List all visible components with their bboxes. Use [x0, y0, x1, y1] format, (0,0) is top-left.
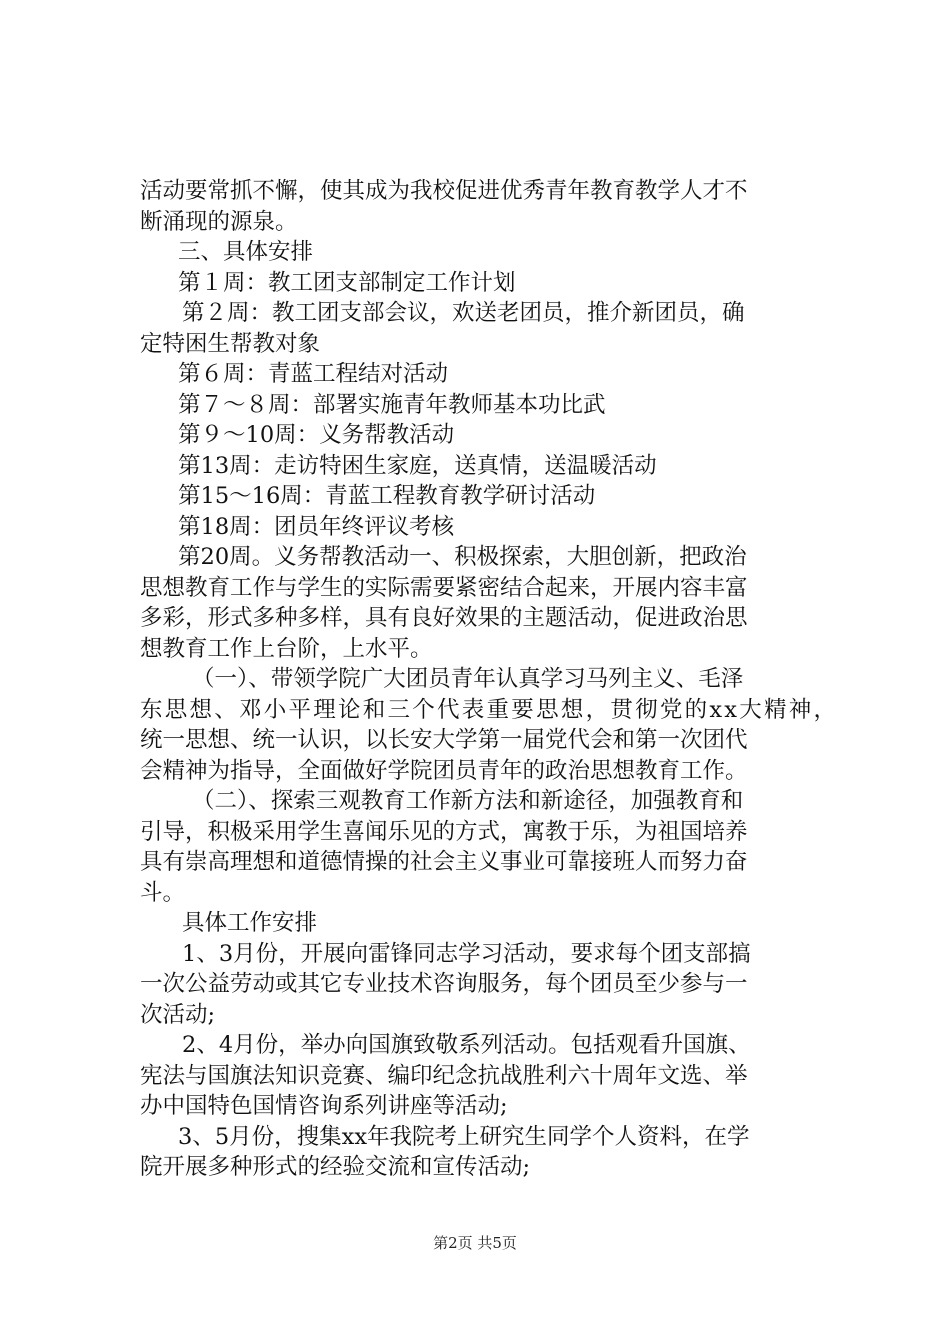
text-line: （二）、探索三观教育工作新方法和新途径，加强教育和	[192, 788, 744, 814]
text-line: 具体工作安排	[182, 910, 318, 936]
text-line: 2、4月份，举办向国旗致敬系列活动。包括观看升国旗、	[182, 1032, 751, 1058]
text-line: 第20周。义务帮教活动一、积极探索，大胆创新，把政治	[178, 544, 747, 570]
text-line: 定特困生帮教对象	[140, 330, 321, 357]
text-line: 院开展多种形式的经验交流和宣传活动;	[140, 1154, 531, 1180]
text-line: 第１周：教工团支部制定工作计划	[178, 269, 516, 296]
text-line: 引导，积极采用学生喜闻乐见的方式，寓教于乐，为祖国培养	[140, 818, 748, 845]
text-line: 多彩，形式多种多样，具有良好效果的主题活动，促进政治思	[140, 605, 748, 631]
text-line: 想教育工作上台阶，上水平。	[140, 635, 433, 662]
text-line: 第13周：走访特困生家庭，送真情，送温暖活动	[178, 452, 657, 479]
text-line: 斗。	[140, 879, 186, 906]
text-line: 次活动;	[140, 1001, 216, 1028]
text-line: 第15～16周：青蓝工程教育教学研讨活动	[178, 483, 596, 509]
text-line: 宪法与国旗法知识竞赛、编印纪念抗战胜利六十周年文选、举	[140, 1062, 748, 1089]
text-line: 一次公益劳动或其它专业技术咨询服务，每个团员至少参与一	[140, 971, 748, 997]
text-line: 1、3月份，开展向雷锋同志学习活动，要求每个团支部搞	[182, 940, 751, 967]
text-line: 活动要常抓不懈，使其成为我校促进优秀青年教育教学人才不	[140, 178, 748, 204]
text-line: 第２周：教工团支部会议，欢送老团员，推介新团员，确	[182, 300, 745, 326]
text-line: 3、5月份，搜集xx年我院考上研究生同学个人资料，在学	[178, 1123, 750, 1150]
text-line: 第７～８周：部署实施青年教师基本功比武	[178, 391, 606, 418]
text-line: 思想教育工作与学生的实际需要紧密结合起来，开展内容丰富	[140, 574, 748, 601]
text-line: 三、具体安排	[178, 239, 314, 265]
text-line: 东思想、邓小平理论和三个代表重要思想，贯彻党的xx大精神，	[140, 696, 839, 723]
text-line: 第９～10周：义务帮教活动	[178, 422, 455, 448]
text-line: 会精神为指导，全面做好学院团员青年的政治思想教育工作。	[140, 757, 748, 784]
text-line: 第18周：团员年终评议考核	[178, 513, 455, 540]
text-line: （一）、带领学院广大团员青年认真学习马列主义、毛泽	[192, 666, 744, 692]
text-line: 断涌现的源泉。	[140, 208, 298, 235]
text-line: 办中国特色国情咨询系列讲座等活动;	[140, 1093, 508, 1119]
text-line: 具有崇高理想和道德情操的社会主义事业可靠接班人而努力奋	[140, 849, 748, 875]
page-footer: 第2页 共5页	[433, 1234, 517, 1252]
document-body	[140, 176, 839, 1183]
text-line: 第６周：青蓝工程结对活动	[178, 361, 449, 387]
text-line: 统一思想、统一认识，以长安大学第一届党代会和第一次团代	[140, 727, 748, 753]
